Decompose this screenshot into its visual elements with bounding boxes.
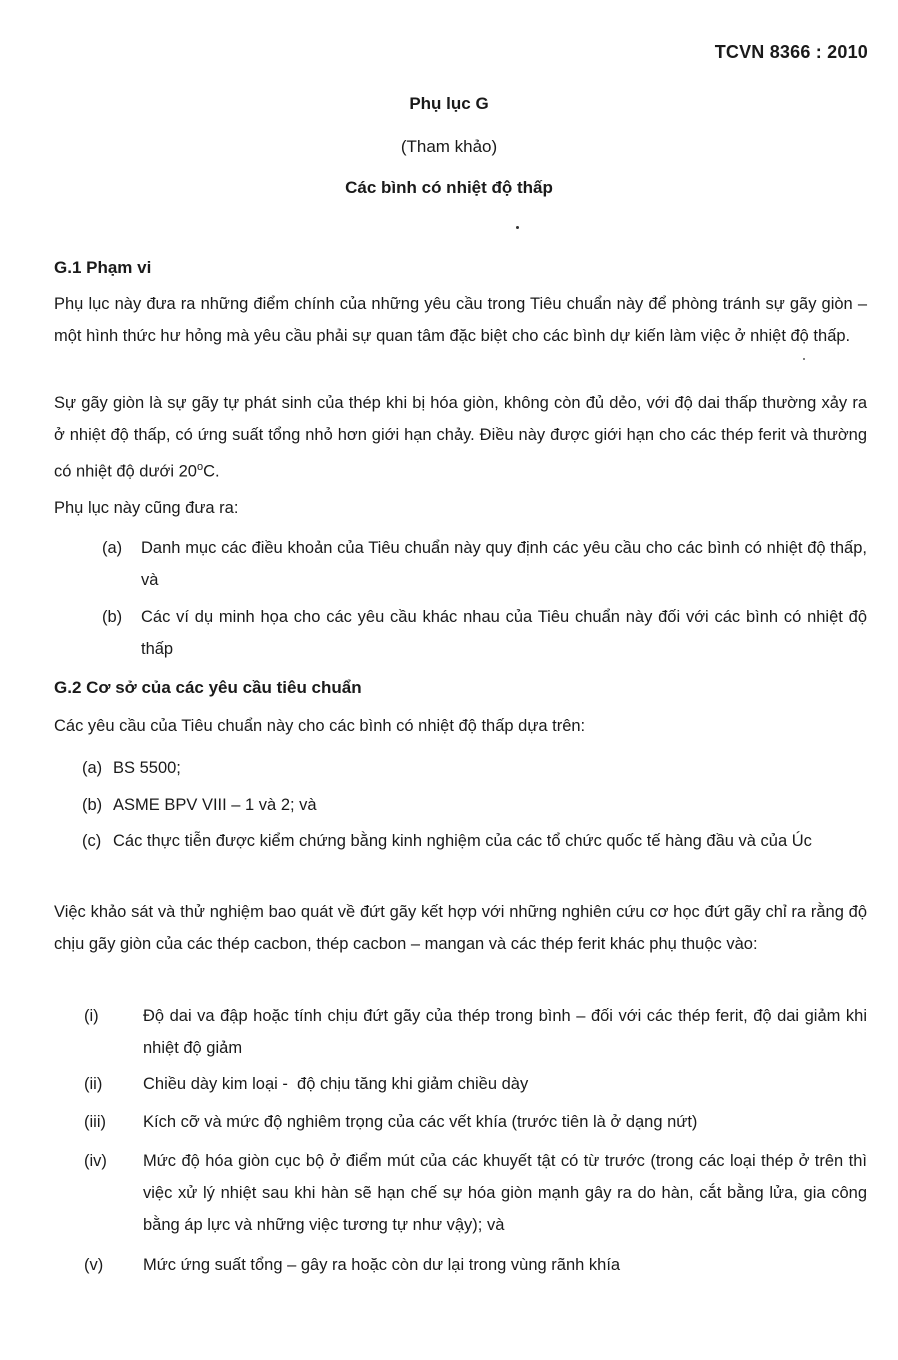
degree-superscript: o [196,461,204,473]
appendix-subject: Các bình có nhiệt độ thấp [345,178,553,197]
list-item: Các ví dụ minh họa cho các yêu cầu khác nhau của Tiêu chuẩn này đối với các bình có nhiệt độ thấp [141,608,867,658]
paragraph-scope-intro: Phụ lục này đưa ra những điểm chính của những yêu cầu trong Tiêu chuẩn này để phòng tránh sự gãy giòn – một hình thức hư hỏng mà yêu cầu phải sự quan tâm đặc biệt cho các bình dự kiến làm việc ở nhiệt độ thấp. [54,295,867,345]
list-item: Mức độ hóa giòn cục bộ ở điểm mút của các khuyết tật có từ trước (trong các loại thép ở trên thì việc xử lý nhiệt sau khi hàn sẽ hạn chế sự hóa giòn mạnh gây ra do hàn, cắt bằng lửa, gia công bằng áp lực và những việc tương tự như vậy); và [143,1152,867,1234]
list-item: Chiều dày kim loại - độ chịu tăng khi giảm chiều dày [143,1075,529,1093]
list-marker: (b) [82,796,103,814]
list-marker: (a) [102,539,123,557]
appendix-title: Phụ lục G [409,94,489,113]
scan-speck [516,226,519,229]
list-marker: (ii) [84,1075,103,1093]
list-item: Danh mục các điều khoản của Tiêu chuẩn này quy định các yêu cầu cho các bình có nhiệt độ thấp, và [141,539,867,589]
list-marker: (c) [82,832,102,850]
list-marker: (b) [102,608,123,626]
list-item: BS 5500; [113,759,181,777]
list-item: Các thực tiễn được kiểm chứng bằng kinh nghiệm của các tổ chức quốc tế hàng đầu và của Úc [113,832,812,850]
appendix-reference-note: (Tham khảo) [400,137,498,156]
list-marker: (iv) [84,1152,107,1170]
paragraph-text: Sự gãy giòn là sự gãy tự phát sinh của thép khi bị hóa giòn, không còn đủ dẻo, với độ dai thấp thường xảy ra ở nhiệt độ thấp, có ứng suất tổng nhỏ hơn giới hạn chảy. Điều này được giới hạn cho các thép ferit và thường có nhiệt độ dưới 20 [54,394,867,481]
paragraph-fracture-dependence: Việc khảo sát và thử nghiệm bao quát về đứt gãy kết hợp với những nghiên cứu cơ học đứt gãy chỉ ra rằng độ chịu gãy giòn của các thép cacbon, thép cacbon – mangan và các thép ferit khác phụ thuộc vào: [54,903,867,953]
scan-speck [803,358,805,360]
paragraph-basis-intro: Các yêu cầu của Tiêu chuẩn này cho các bình có nhiệt độ thấp dựa trên: [54,717,586,735]
list-item: Mức ứng suất tổng – gây ra hoặc còn dư lại trong vùng rãnh khía [143,1256,621,1274]
section-heading-g1: G.1 Phạm vi [54,258,152,277]
list-marker: (i) [84,1007,99,1025]
paragraph-text-end: C. [203,462,220,481]
paragraph-appendix-also: Phụ lục này cũng đưa ra: [54,499,239,517]
section-heading-g2: G.2 Cơ sở của các yêu cầu tiêu chuẩn [54,678,362,697]
list-item: Độ dai va đập hoặc tính chịu đứt gãy của thép trong bình – đối với các thép ferit, độ dai giảm khi nhiệt độ giảm [143,1007,867,1057]
list-item: Kích cỡ và mức độ nghiêm trọng của các vết khía (trước tiên là ở dạng nứt) [143,1113,698,1131]
standard-code: TCVN 8366 : 2010 [714,42,868,62]
paragraph-brittle-fracture [54,387,867,488]
list-marker: (v) [84,1256,104,1274]
list-item: ASME BPV VIII – 1 và 2; và [113,796,317,814]
list-marker: (a) [82,759,103,777]
list-marker: (iii) [84,1113,106,1131]
